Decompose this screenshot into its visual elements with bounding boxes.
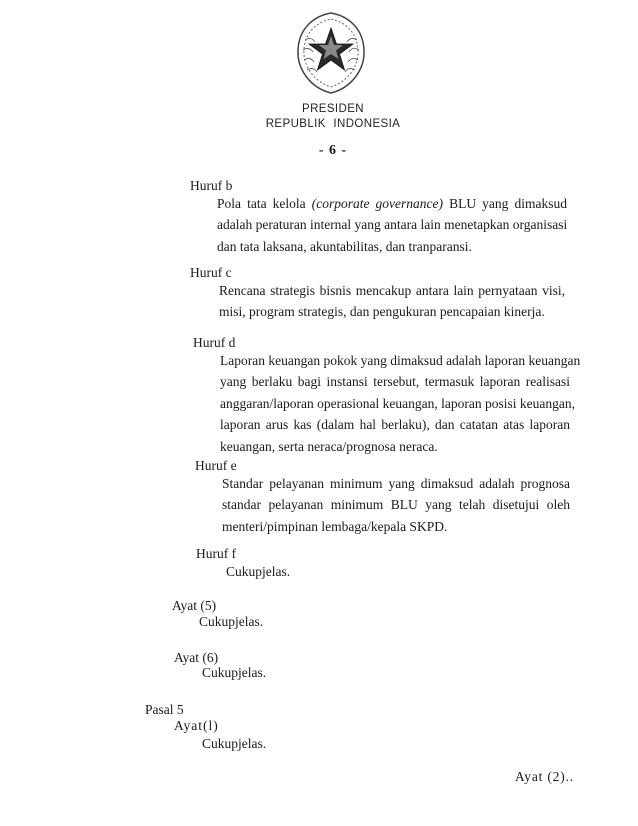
paragraph-line: Laporan keuangan pokok yang dimaksud adalah laporan keuangan (220, 353, 581, 368)
header-republik-indonesia: REPUBLIK INDONESIA (265, 118, 401, 130)
paragraph-line: Standar pelayanan minimum yang dimaksud adalah prognosa (222, 476, 570, 491)
label-huruf-b: Huruf b (190, 178, 233, 193)
paragraph-line: Rencana strategis bisnis mencakup antara lain pernyataan visi, (219, 283, 565, 298)
presidential-emblem (293, 10, 369, 96)
paragraph-huruf-e (222, 473, 570, 537)
paragraph-line: keuangan, serta neraca/prognosa neraca. (220, 438, 438, 454)
text-ayat-5: Cukupjelas. (199, 614, 264, 629)
paragraph-line: misi, program strategis, dan pengukuran pencapaian kinerja. (219, 304, 545, 320)
paragraph-line: Pola tata kelola (corporate governance) BLU yang dimaksud (217, 196, 567, 211)
paragraph-line: dan tata laksana, akuntabilitas, dan tranparansi. (217, 238, 472, 254)
paragraph-line: standar pelayanan minimum BLU yang telah disetujui oleh (222, 497, 570, 513)
paragraph-line: menteri/pimpinan lembaga/kepala SKPD. (222, 518, 448, 534)
label-huruf-f: Huruf f (196, 546, 237, 561)
text-huruf-f: Cukupjelas. (226, 564, 291, 579)
header-presiden: PRESIDEN (302, 103, 364, 115)
paragraph-huruf-d (220, 350, 581, 457)
next-page-indicator: Ayat (2).. (515, 769, 574, 784)
label-huruf-c: Huruf c (190, 265, 232, 280)
label-huruf-d: Huruf d (193, 335, 236, 350)
text-ayat-6: Cukupjelas. (202, 665, 267, 680)
label-ayat-1: Ayat(l) (174, 718, 219, 733)
label-ayat-6: Ayat (6) (174, 650, 219, 665)
paragraph-line: anggaran/laporan operasional keuangan, laporan posisi keuangan, (220, 395, 575, 411)
emblem-icon (293, 10, 369, 96)
label-huruf-e: Huruf e (195, 458, 237, 473)
page-number: - 6 - (318, 143, 348, 158)
text-ayat-1: Cukupjelas. (202, 736, 267, 751)
label-ayat-5: Ayat (5) (172, 598, 217, 613)
paragraph-line: laporan arus kas (dalam hal berlaku), dan catatan atas laporan (220, 417, 570, 433)
paragraph-line: adalah peraturan internal yang antara lain menetapkan organisasi (217, 217, 568, 233)
paragraph-line: yang berlaku bagi instansi tersebut, termasuk laporan realisasi (220, 374, 570, 390)
paragraph-huruf-b (217, 193, 567, 257)
label-pasal-5: Pasal 5 (145, 702, 184, 717)
paragraph-huruf-c (219, 280, 565, 323)
